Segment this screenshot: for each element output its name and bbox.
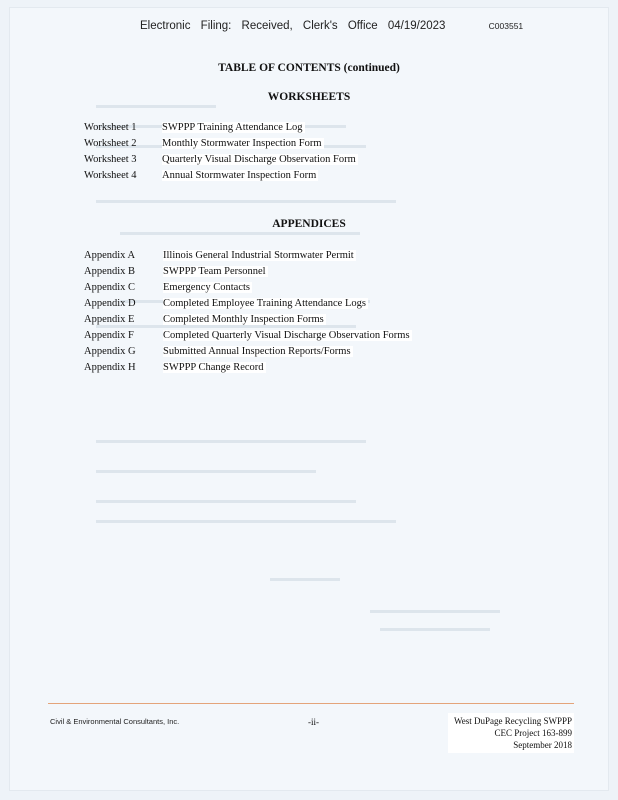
appendix-label: Appendix F <box>84 330 134 341</box>
worksheet-title: SWPPP Training Attendance Log <box>162 122 303 133</box>
footer-divider <box>48 703 574 704</box>
appendix-label: Appendix E <box>84 314 135 325</box>
document-code: C003551 <box>488 21 524 31</box>
footer-doc-title: West DuPage Recycling SWPPP <box>453 716 572 726</box>
footer-project-number: CEC Project 163-899 <box>494 728 572 738</box>
footer-company: Civil & Environmental Consultants, Inc. <box>50 717 180 726</box>
appendix-title: Emergency Contacts <box>163 282 250 293</box>
footer-project-info <box>448 713 574 753</box>
appendix-label: Appendix B <box>84 266 136 277</box>
appendix-title: Completed Monthly Inspection Forms <box>163 314 324 325</box>
worksheets-heading: WORKSHEETS <box>267 91 351 103</box>
worksheet-title: Monthly Stormwater Inspection Form <box>162 138 322 149</box>
appendices-heading: APPENDICES <box>272 218 346 230</box>
appendix-title: SWPPP Team Personnel <box>163 266 266 277</box>
worksheet-label: Worksheet 2 <box>84 138 137 149</box>
appendix-label: Appendix C <box>84 282 136 293</box>
worksheet-title: Annual Stormwater Inspection Form <box>162 170 317 181</box>
worksheet-label: Worksheet 1 <box>84 122 137 133</box>
worksheet-label: Worksheet 3 <box>84 154 137 165</box>
page-number: -ii- <box>308 717 319 727</box>
worksheet-label: Worksheet 4 <box>84 170 137 181</box>
appendix-label: Appendix D <box>84 298 136 309</box>
appendix-title: Completed Quarterly Visual Discharge Observation Forms <box>163 330 410 341</box>
worksheet-title: Quarterly Visual Discharge Observation Form <box>162 154 356 165</box>
footer-date: September 2018 <box>513 740 572 750</box>
appendix-title: Completed Employee Training Attendance Logs <box>163 298 366 309</box>
appendix-title: Submitted Annual Inspection Reports/Forms <box>163 346 351 357</box>
filing-stamp <box>140 20 540 32</box>
filing-stamp-text: Electronic Filing: Received, Clerk's Office 04/19/2023 <box>140 20 446 32</box>
page-title: TABLE OF CONTENTS (continued) <box>218 62 400 74</box>
appendix-label: Appendix A <box>84 250 136 261</box>
appendix-label: Appendix H <box>84 362 136 373</box>
appendix-label: Appendix G <box>84 346 136 357</box>
appendix-title: Illinois General Industrial Stormwater Permit <box>163 250 354 261</box>
appendix-title: SWPPP Change Record <box>163 362 264 373</box>
